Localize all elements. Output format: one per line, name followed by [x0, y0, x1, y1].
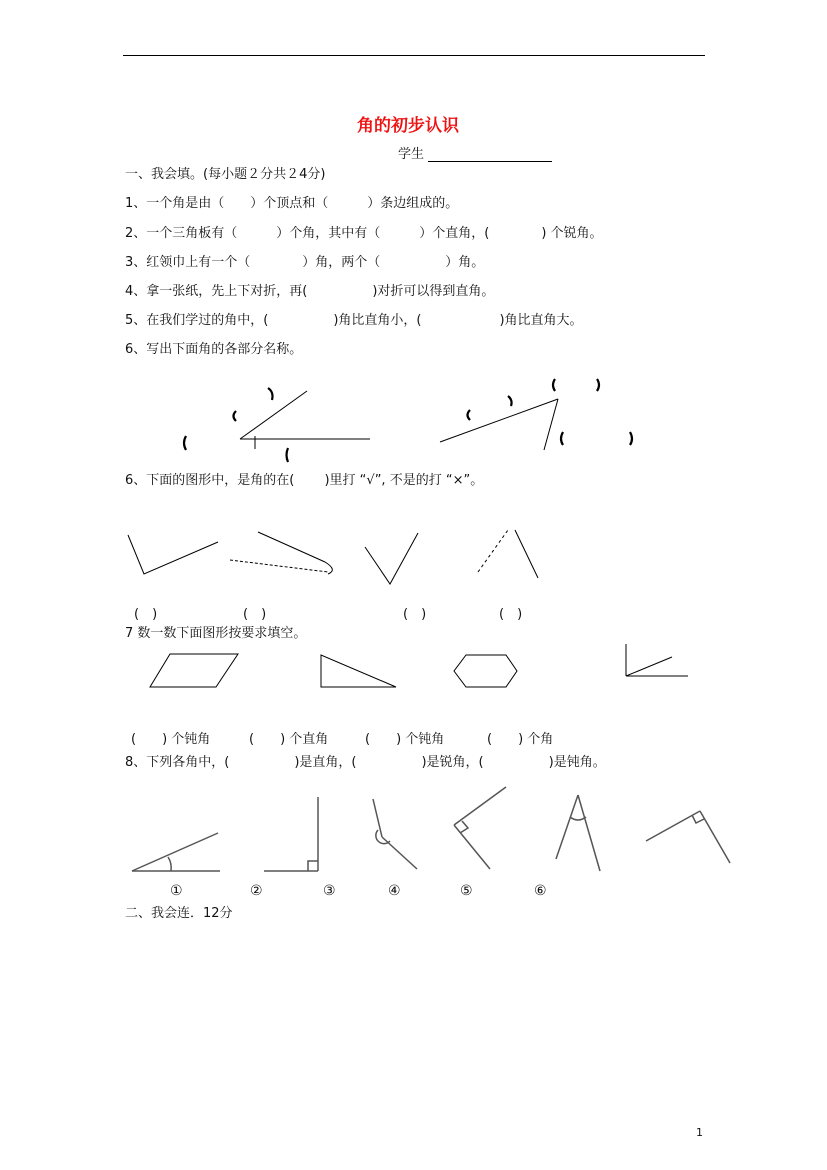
section1-heading: 一、我会填。(每小题２分共２4分) [125, 167, 326, 182]
q6b-blank-3[interactable]: ( ) [403, 607, 427, 622]
q6b-figure-4 [478, 530, 538, 578]
q7-answer-3[interactable]: ( ) 个钝角 [365, 732, 445, 747]
q7-answer-4[interactable]: ( ) 个角 [487, 732, 554, 747]
q6b-blank-4[interactable]: ( ) [499, 607, 523, 622]
angle-1-lines [240, 391, 370, 449]
header-rule [123, 55, 705, 56]
q8-angle-2 [264, 797, 318, 871]
angle-2-blank-marks [468, 379, 633, 445]
question-6a: 6、写出下面角的各部分名称。 [125, 342, 303, 357]
angle-parts-figure-2 [430, 372, 650, 462]
question-5: 5、在我们学过的角中，( )角比直角小，( )角比直角大。 [125, 313, 583, 328]
question-2: 2、一个三角板有（ ）个角，其中有（ ）个直角，( ) 个锐角。 [125, 226, 603, 241]
q8-angle-4 [454, 787, 506, 869]
section2-heading: 二、我会连．12分 [125, 906, 233, 921]
q8-label-6: ⑥ [534, 883, 547, 899]
q7-answer-1[interactable]: ( ) 个钝角 [131, 732, 211, 747]
q6b-figures [120, 520, 560, 590]
angle-shape [626, 644, 688, 676]
q8-label-4: ④ [388, 883, 401, 899]
question-6b: 6、下面的图形中，是角的在( )里打 “√”, 不是的打 “×”。 [125, 473, 484, 488]
q8-label-1: ① [170, 883, 183, 899]
question-1: 1、一个角是由（ ）个顶点和（ ）条边组成的。 [125, 196, 459, 211]
q8-angles [120, 785, 740, 880]
angle-1-blank-marks [184, 388, 288, 462]
q8-angle-5 [556, 795, 600, 871]
q7-shapes [140, 640, 700, 695]
q8-angle-6 [646, 811, 730, 863]
q6b-figure-3 [365, 533, 418, 584]
question-7: 7 数一数下面图形按要求填空。 [125, 626, 307, 641]
q8-label-3: ③ [323, 883, 336, 899]
right-triangle-shape [321, 655, 396, 687]
q6b-figure-1 [128, 535, 218, 574]
angle-2-lines [440, 399, 558, 450]
page-title: 角的初步认识 [357, 116, 459, 136]
q8-label-2: ② [250, 883, 263, 899]
student-label [398, 146, 424, 164]
page-number: 1 [696, 1126, 703, 1139]
q8-angle-1 [132, 833, 220, 871]
q6b-blank-1[interactable]: ( ) [134, 607, 158, 622]
question-4: 4、拿一张纸，先上下对折，再( )对折可以得到直角。 [125, 284, 495, 299]
q8-label-5: ⑤ [460, 883, 473, 899]
question-8: 8、下列各角中，( )是直角，( )是锐角，( )是钝角。 [125, 755, 606, 770]
student-label-text: 学生 [398, 147, 425, 162]
question-3: 3、红领巾上有一个（ ）角，两个（ ）角。 [125, 255, 485, 270]
q6b-blank-2[interactable]: ( ) [243, 607, 267, 622]
student-name-field[interactable] [428, 161, 552, 162]
q7-answer-2[interactable]: ( ) 个直角 [249, 732, 329, 747]
angle-parts-figure-1 [170, 376, 390, 466]
parallelogram-shape [150, 654, 238, 687]
hexagon-shape [454, 655, 517, 687]
q8-angle-3 [373, 799, 417, 869]
q6b-figure-2 [230, 532, 332, 574]
